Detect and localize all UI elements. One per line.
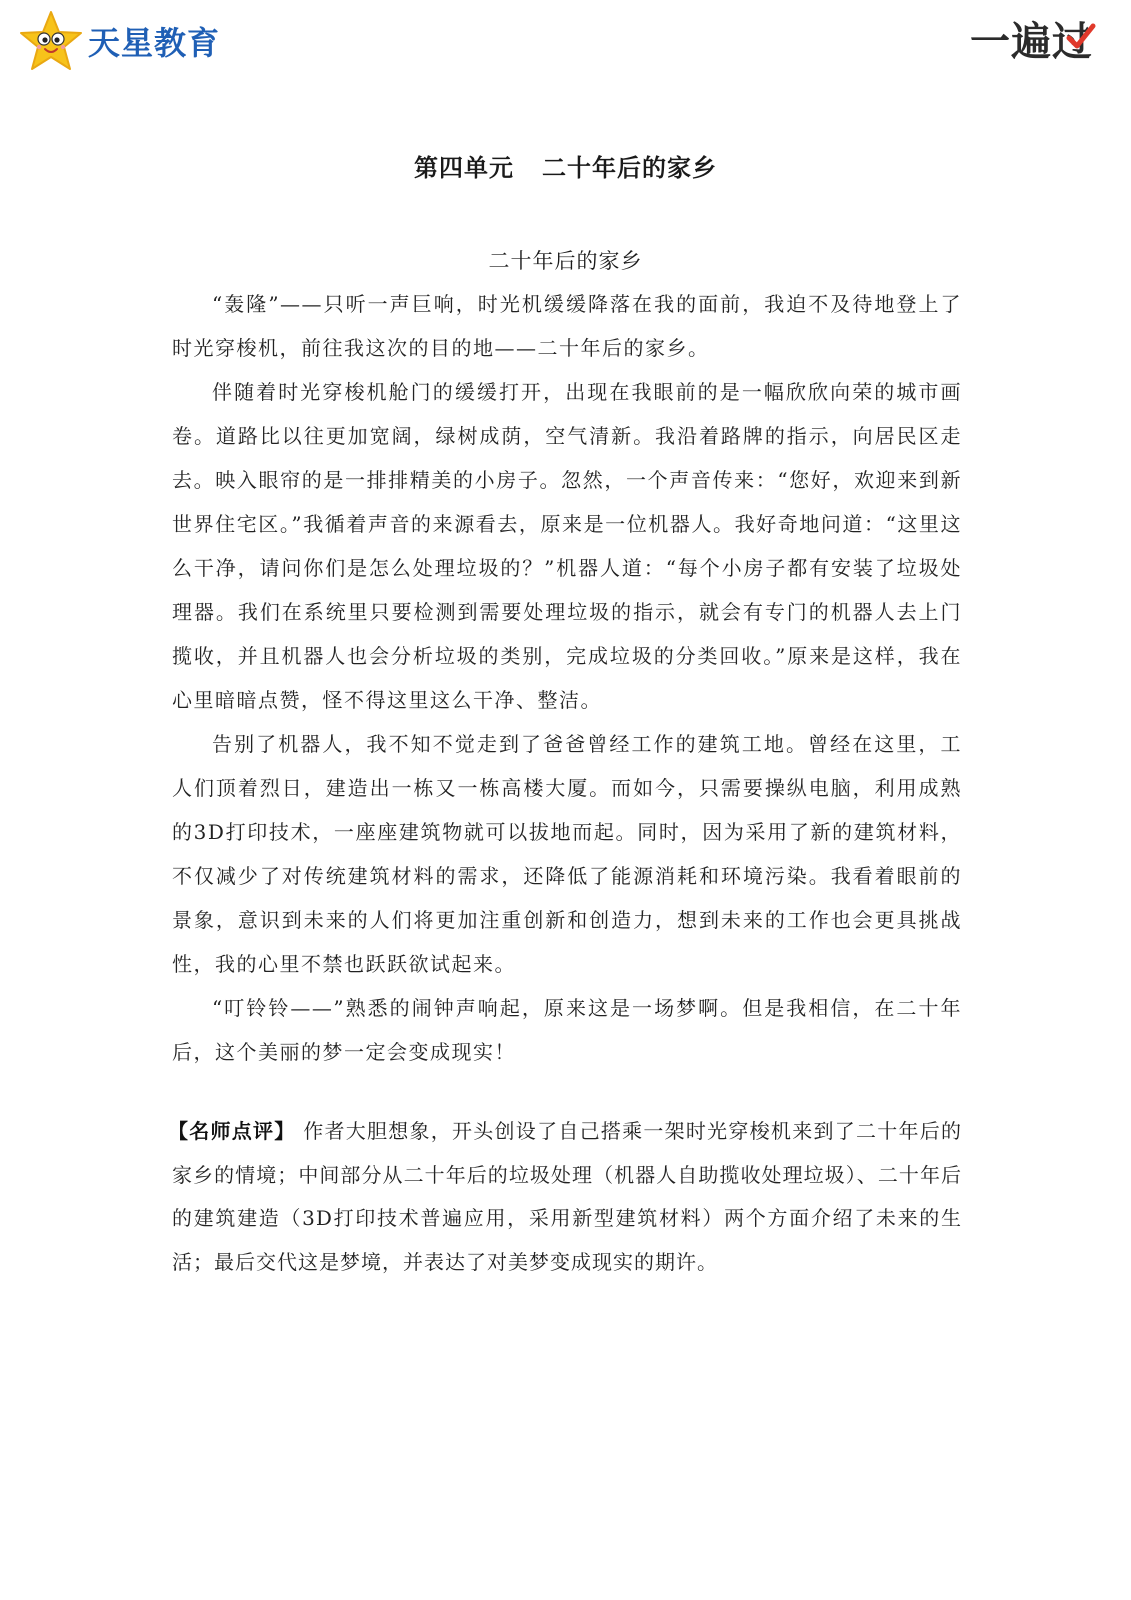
page-header: [0, 0, 1131, 90]
slogan-logo: [970, 10, 1093, 67]
essay-paragraph: “叮铃铃——”熟悉的闹钟声响起，原来这是一场梦啊。但是我相信，在二十年后，这个美丽的梦一定会变成现实！: [172, 996, 962, 1064]
essay-paragraph: “轰隆”——只听一声巨响，时光机缓缓降落在我的面前，我迫不及待地登上了时光穿梭机，前往我这次的目的地——二十年后的家乡。: [172, 292, 962, 360]
star-mascot-icon: [18, 10, 84, 72]
brand-logo: [18, 10, 220, 72]
teacher-comment: [168, 1110, 963, 1284]
essay-paragraph: 伴随着时光穿梭机舱门的缓缓打开，出现在我眼前的是一幅欣欣向荣的城市画卷。道路比以往更加宽阔，绿树成荫，空气清新。我沿着路牌的指示，向居民区走去。映入眼帘的是一排排精美的小房子。忽然，一个声音传来：“您好，欢迎来到新世界住宅区。”我循着声音的来源看去，原来是一位机器人。我好奇地问道：“这里这么干净，请问你们是怎么处理垃圾的？”机器人道：“每个小房子都有安装了垃圾处理器。我们在系统里只要检测到需要处理垃圾的指示，就会有专门的机器人去上门揽收，并且机器人也会分析垃圾的类别，完成垃圾的分类回收。”原来是这样，我在心里暗暗点赞，怪不得这里这么干净、整洁。: [172, 380, 962, 712]
brand-name: 天星教育: [88, 24, 221, 62]
essay-title: 二十年后的家乡: [488, 249, 643, 273]
slogan-text: 一遍过: [970, 19, 1093, 65]
essay-body: [172, 282, 962, 1074]
comment-text: 作者大胆想象，开头创设了自己搭乘一架时光穿梭机来到了二十年后的家乡的情境；中间部分从二十年后的垃圾处理（机器人自助揽收处理垃圾）、二十年后的建筑建造（3D打印技术普遍应用，采用新型建筑材料）两个方面介绍了未来的生活；最后交代这是梦境，并表达了对美梦变成现实的期许。: [172, 1119, 963, 1274]
unit-title: [0, 148, 1131, 183]
comment-label: 【名师点评】: [168, 1119, 296, 1143]
essay-paragraph: 告别了机器人，我不知不觉走到了爸爸曾经工作的建筑工地。曾经在这里，工人们顶着烈日，建造出一栋又一栋高楼大厦。而如今，只需要操纵电脑，利用成熟的3D打印技术，一座座建筑物就可以拔地而起。同时，因为采用了新的建筑材料，不仅减少了对传统建筑材料的需求，还降低了能源消耗和环境污染。我看着眼前的景象，意识到未来的人们将更加注重创新和创造力，想到未来的工作也会更具挑战性，我的心里不禁也跃跃欲试起来。: [172, 732, 962, 976]
checkmark-icon: [1063, 20, 1097, 54]
unit-number: 第四单元: [414, 153, 514, 182]
unit-topic: 二十年后的家乡: [542, 153, 717, 182]
